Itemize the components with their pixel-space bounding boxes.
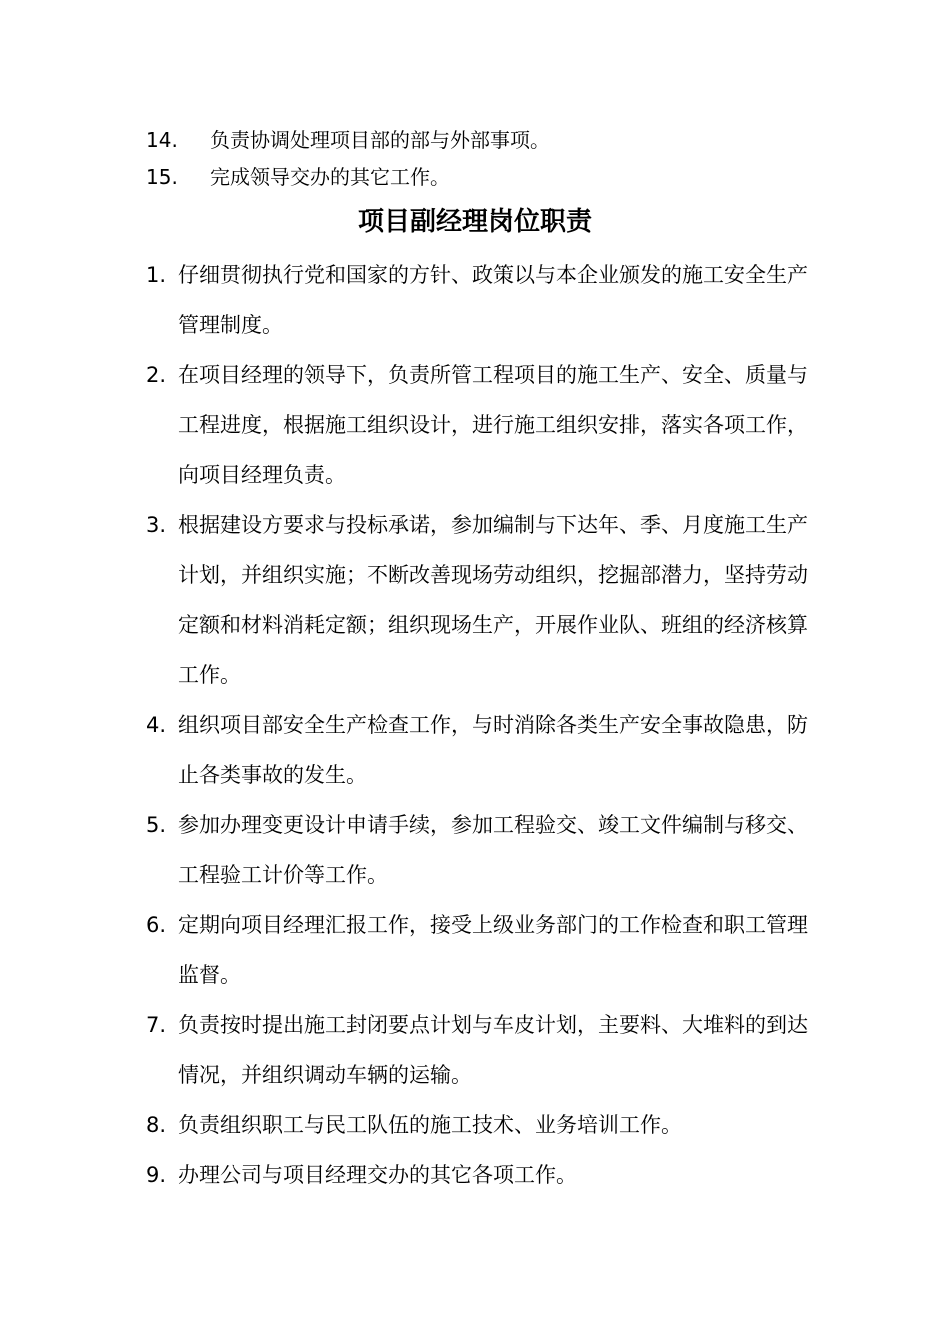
duty-item [146,500,826,700]
item-text: 在项目经理的领导下，负责所管工程项目的施工生产、安全、质量与工程进度，根据施工组织设计，进行施工组织安排，落实各项工作，向项目经理负责。 [178,363,808,487]
item-number: 14. [146,128,178,152]
previous-list-item [146,165,450,189]
duty-item [146,1100,826,1150]
duty-item [146,700,826,800]
item-text: 负责按时提出施工封闭要点计划与车皮计划，主要料、大堆料的到达情况，并组织调动车辆的运输。 [178,1013,808,1087]
duty-item [146,1000,826,1100]
item-number: 7. [146,1013,167,1037]
item-number: 8. [146,1113,167,1137]
item-text: 定期向项目经理汇报工作，接受上级业务部门的工作检查和职工管理监督。 [178,913,808,987]
item-number: 5. [146,813,167,837]
item-text: 负责协调处理项目部的部与外部事项。 [210,128,550,152]
duty-item [146,800,826,900]
item-text: 办理公司与项目经理交办的其它各项工作。 [178,1163,577,1187]
item-number: 2. [146,363,167,387]
item-text: 仔细贯彻执行党和国家的方针、政策以与本企业颁发的施工安全生产管理制度。 [178,263,808,337]
duty-item [146,900,826,1000]
item-number: 4. [146,713,167,737]
duty-item [146,350,826,500]
item-number: 6. [146,913,167,937]
previous-list-item [146,128,550,152]
item-text: 负责组织职工与民工队伍的施工技术、业务培训工作。 [178,1113,682,1137]
duty-item [146,1150,826,1200]
item-number: 3. [146,513,167,537]
item-number: 9. [146,1163,167,1187]
item-text: 完成领导交办的其它工作。 [210,165,450,189]
item-text: 组织项目部安全生产检查工作，与时消除各类生产安全事故隐患，防止各类事故的发生。 [178,713,808,787]
item-text: 参加办理变更设计申请手续，参加工程验交、竣工文件编制与移交、工程验工计价等工作。 [178,813,808,887]
section-title: 项目副经理岗位职责 [357,207,592,237]
duty-list [146,250,826,1200]
item-number: 15. [146,165,178,189]
item-text: 根据建设方要求与投标承诺，参加编制与下达年、季、月度施工生产计划，并组织实施；不断改善现场劳动组织，挖掘部潜力，坚持劳动定额和材料消耗定额；组织现场生产，开展作业队、班组的经济核算工作。 [178,513,808,687]
duty-item [146,250,826,350]
item-number: 1. [146,263,167,287]
